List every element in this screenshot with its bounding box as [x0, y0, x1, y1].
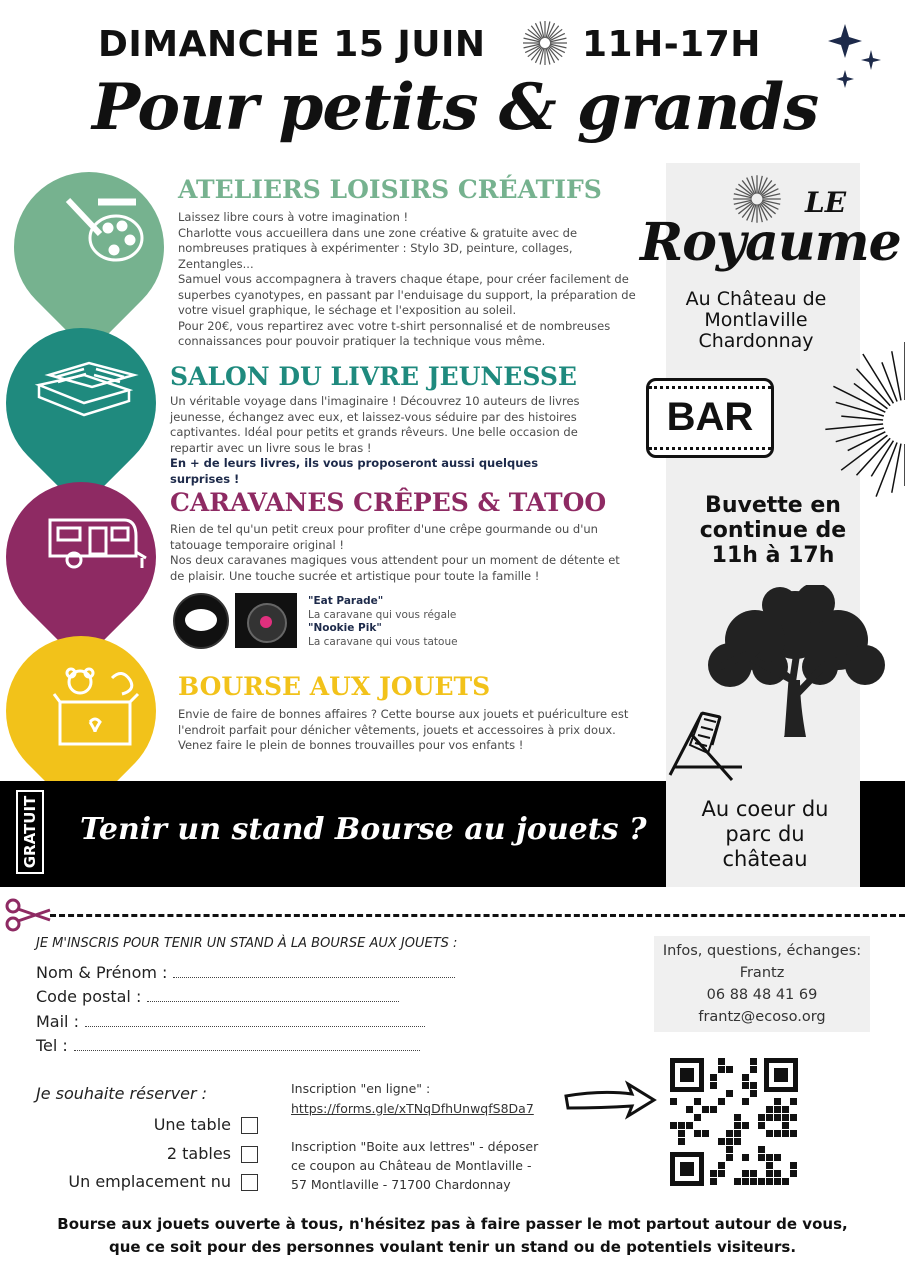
sidebar-place: Au Château de Montlaville Chardonnay	[685, 288, 827, 352]
section-text-bourse: Envie de faire de bonnes affaires ? Cette bourse aux jouets et puériculture est l'endroit parfait pour dénicher vêtements, jouets et accessoires à prix doux. Venez faire le plein de bonnes trouvailles pour vos enfants !	[178, 707, 629, 752]
sunburst-icon	[815, 335, 905, 510]
ateliers-line-charlotte: Charlotte vous accueillera dans une zone créative & gratuite avec de nombreuses pratiques à expérimenter : Stylo 3D, peinture, collages, Zentangles...	[178, 225, 578, 271]
section-text-salon: Un véritable voyage dans l'imaginaire ! Découvrez 10 auteurs de livres jeunesse, échangez avec eux, et laissez-vous séduire par des histoires captivantes. Idéal pour petits et grands rêveurs. Une belle occasion de repartir avec un livre sous le bras ! En + de leurs livres, ils vous proposeront aussi quelques surprises !	[170, 394, 580, 486]
checkbox-one-table[interactable]	[241, 1117, 258, 1134]
qr-code[interactable]	[670, 1058, 798, 1186]
scissors-icon	[4, 898, 52, 932]
online-label: Inscription "en ligne" :	[291, 1081, 431, 1096]
reserve-options	[40, 1111, 258, 1197]
page-title: Pour petits & grands	[92, 70, 819, 145]
checkbox-empty-spot[interactable]	[241, 1174, 258, 1191]
ateliers-line-price: Pour 20€, vous repartirez avec votre t-shirt personnalisé et de nombreuses connaissances pour pouvoir pratiquer la technique vous même.	[178, 318, 611, 348]
option-two-tables[interactable]: 2 tables	[40, 1140, 258, 1169]
bar-sign	[646, 378, 774, 458]
section-title-salon: SALON DU LIVRE JEUNESSE	[170, 362, 577, 391]
vendor-1-name: "Eat Parade"	[308, 595, 384, 607]
vendor-list	[308, 595, 458, 649]
nookie-pik-logo	[235, 593, 297, 648]
eat-parade-logo	[173, 593, 229, 649]
contact-name: Frantz	[739, 965, 785, 981]
option-one-table[interactable]: Une table	[40, 1111, 258, 1140]
books-icon	[34, 355, 144, 430]
section-title-caravanes: CARAVANES CRÊPES & TATOO	[170, 488, 607, 517]
mail-instructions: Inscription "Boite aux lettres" - déposer ce coupon au Château de Montlaville - 57 Montlaville - 71700 Chardonnay	[291, 1139, 539, 1192]
event-date: DIMANCHE 15 JUIN	[98, 24, 486, 65]
contact-title: Infos, questions, échanges:	[662, 943, 862, 959]
section-title-ateliers: ATELIERS LOISIRS CRÉATIFS	[178, 175, 602, 204]
palette-icon	[58, 192, 148, 272]
bar-label: BAR	[666, 395, 754, 439]
arrow-icon	[562, 1078, 658, 1122]
form-field-mail[interactable]: Mail :	[36, 1012, 425, 1031]
vendor-2-desc: La caravane qui vous tatoue	[308, 635, 458, 648]
section-title-bourse: BOURSE AUX JOUETS	[178, 672, 491, 701]
sidebar-le: LE	[805, 186, 847, 219]
deck-chair-icon	[662, 705, 752, 785]
form-field-postal[interactable]: Code postal :	[36, 987, 399, 1006]
gratuit-tag: GRATUIT	[16, 790, 44, 874]
footer-text: Bourse aux jouets ouverte à tous, n'hésitez pas à faire passer le mot partout autour de vous, que ce soit pour des personnes voulant tenir un stand ou de potentiels visiteurs.	[57, 1215, 848, 1256]
caravan-icon	[44, 508, 149, 578]
form-heading: JE M'INSCRIS POUR TENIR UN STAND À LA BOURSE AUX JOUETS :	[36, 936, 458, 951]
firework-icon	[520, 18, 570, 68]
section-text-caravanes: Rien de tel qu'un petit creux pour profiter d'une crêpe gourmande ou d'un tatouage temporaire original ! Nos deux caravanes magiques vous attendent pour un moment de détente et de plaisir. Une touche sucrée et artistique pour toute la famille !	[170, 522, 620, 583]
contact-box	[654, 936, 870, 1032]
cut-line	[50, 914, 905, 917]
form-field-name[interactable]: Nom & Prénom :	[36, 963, 455, 982]
stars-icon	[825, 22, 885, 92]
vendor-2-name: "Nookie Pik"	[308, 622, 382, 634]
contact-email[interactable]: frantz@ecoso.org	[698, 1009, 826, 1025]
checkbox-two-tables[interactable]	[241, 1146, 258, 1163]
option-empty-spot[interactable]: Un emplacement nu	[40, 1168, 258, 1197]
toy-box-icon	[52, 660, 142, 750]
sidebar-royaume: Royaume	[640, 212, 901, 273]
form-field-tel[interactable]: Tel :	[36, 1036, 420, 1055]
reserve-label: Je souhaite réserver :	[36, 1084, 208, 1103]
stand-banner-text[interactable]: Tenir un stand Bourse au jouets ?	[80, 812, 647, 847]
sidebar-buvette: Buvette en continue de 11h à 17h	[699, 493, 847, 568]
ateliers-line-samuel: Samuel vous accompagnera à travers chaque étape, pour créer facilement de superbes cyanotypes, en passant par l'enduisage du support, la préparation de votre visuel graphique, le séchage et l'exposition au soleil.	[178, 272, 636, 317]
section-text-ateliers: Laissez libre cours à votre imagination ! Charlotte vous accueillera dans une zone créative & gratuite avec de nombreuses pratiques à expérimenter : Stylo 3D, peinture, collages, Zentangles... Samuel vous accompagnera à travers chaque étape, pour créer facilement de superbes cyanotypes, en passant par l'enduisage du support, la préparation de votre visuel graphique, le séchage et l'exposition au soleil. Pour 20€, vous repartirez avec votre t-shirt personnalisé et de nombreuses connaissances pour pouvoir pratiquer la technique vous même.	[178, 210, 646, 350]
contact-phone[interactable]: 06 88 48 41 69	[706, 987, 818, 1003]
stand-banner-right	[860, 781, 905, 887]
sidebar-coeur: Au coeur du parc du château	[701, 797, 829, 871]
vendor-1-desc: La caravane qui vous régale	[308, 608, 457, 621]
online-link[interactable]: https://forms.gle/xTNqDfhUnwqfS8Da7	[291, 1101, 534, 1116]
event-hours: 11H-17H	[582, 24, 761, 65]
